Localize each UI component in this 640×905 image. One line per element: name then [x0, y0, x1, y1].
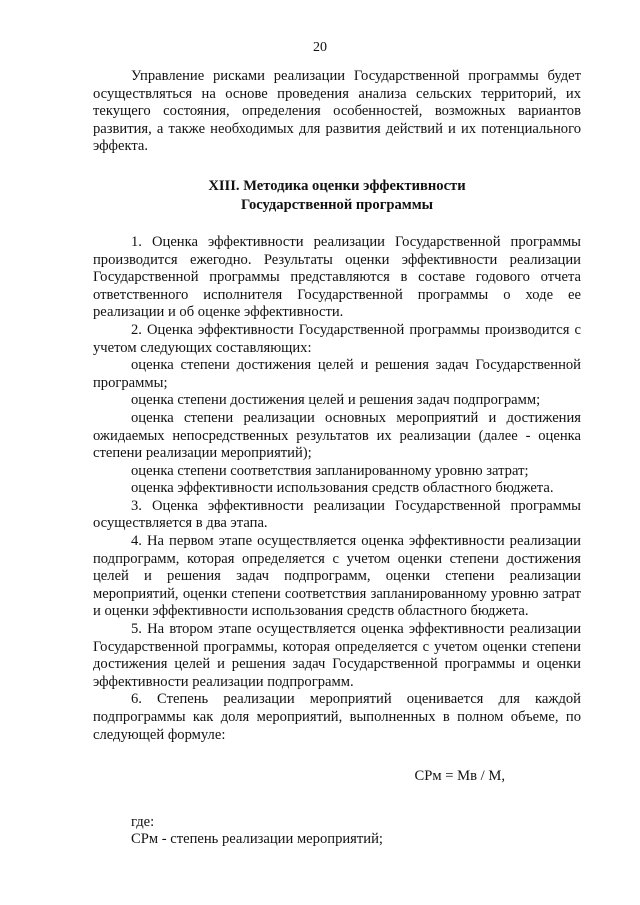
paragraph-1: 1. Оценка эффективности реализации Государственной программы производится ежегодно. Результаты оценки эффективности реализации Государственной программы представляются в составе годового отчета ответственного исполнителя Государственной программы о ходе ее реализации и об оценке эффективности. [93, 233, 581, 321]
paragraph-5: 5. На втором этапе осуществляется оценка эффективности реализации Государственной программы, которая определяется с учетом оценки степени достижения целей и решения задач Государственной программы и оценки эффективности реализации подпрограмм. [93, 621, 581, 690]
where-label: где: [131, 813, 155, 830]
list-item-measures: оценка степени реализации основных мероприятий и достижения ожидаемых непосредственных результатов их реализации (далее - оценка степени реализации мероприятий); [93, 409, 581, 462]
definition-srm: СРм - степень реализации мероприятий; [131, 831, 383, 848]
document-body [93, 68, 581, 849]
page-number: 20 [313, 40, 327, 55]
paragraph-4: 4. На первом этапе осуществляется оценка эффективности реализации подпрограмм, которая определяется с учетом оценки степени достижения целей и решения задач подпрограмм, оценки степени реализации мероприятий, оценки степени соответствия запланированному уровню затрат и оценки эффективности использования средств областного бюджета. [93, 533, 581, 620]
section-heading-line-2: Государственной программы [240, 196, 434, 213]
list-item-costs: оценка степени соответствия запланированному уровню затрат; [131, 462, 529, 479]
formula: СРм = Мв / М, [414, 768, 505, 785]
list-item-goals-program: оценка степени достижения целей и решения задач Государственной программы; [93, 357, 581, 391]
section-heading-line-1: XIII. Методика оценки эффективности [208, 177, 466, 194]
paragraph-3: 3. Оценка эффективности реализации Государственной программы осуществляется в два этапа. [93, 497, 581, 532]
intro-paragraph: Управление рисками реализации Государственной программы будет осуществляться на основе проведения анализа сельских территорий, их текущего состояния, определения особенностей, возможных вариантов развития, а также необходимых для развития действий и их потенциального эффекта. [93, 68, 581, 155]
paragraph-6: 6. Степень реализации мероприятий оценивается для каждой подпрограммы как доля мероприятий, выполненных в полном объеме, по следующей формуле: [93, 691, 581, 743]
list-item-goals-subprograms: оценка степени достижения целей и решения задач подпрограмм; [131, 392, 541, 409]
list-item-budget: оценка эффективности использования средств областного бюджета. [131, 480, 554, 497]
paragraph-2: 2. Оценка эффективности Государственной программы производится с учетом следующих составляющих: [93, 321, 581, 356]
section-heading [93, 177, 581, 215]
